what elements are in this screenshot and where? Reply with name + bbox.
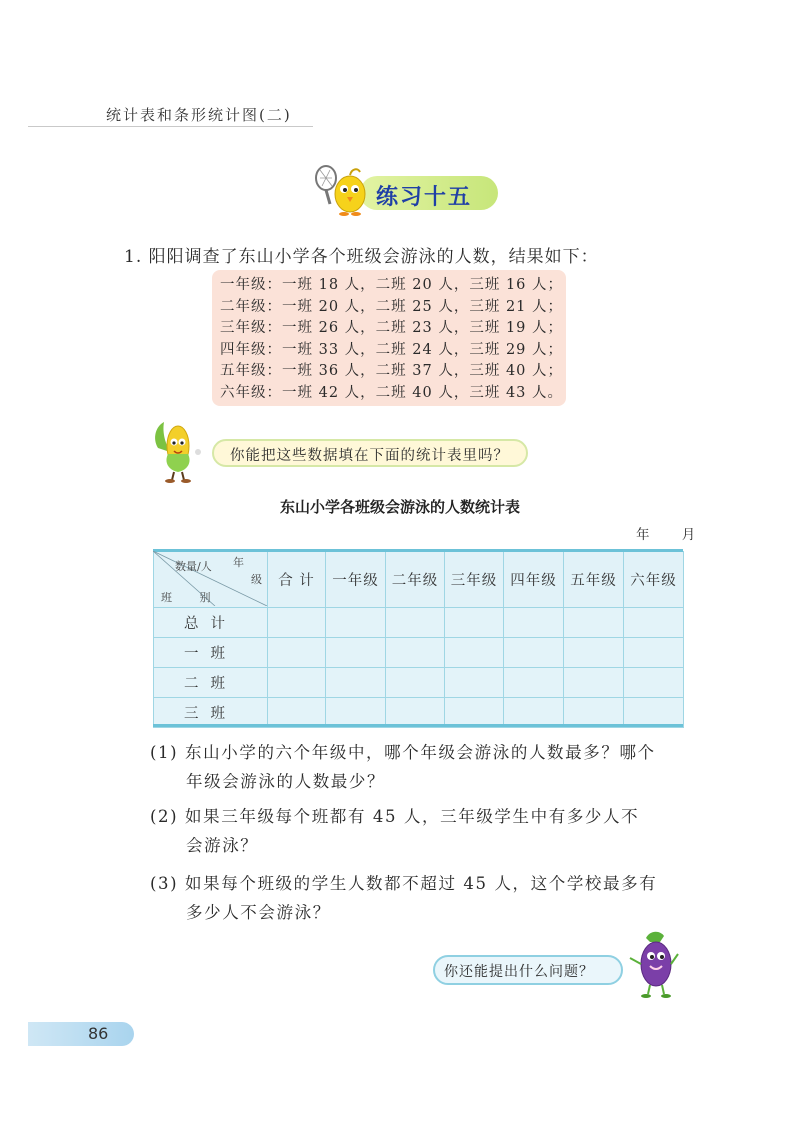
table-cell (326, 638, 386, 668)
table-date: 年 月 (636, 527, 710, 543)
data-line: 三年级：一班 26 人，二班 23 人，三班 19 人； (220, 320, 564, 336)
table-cell (268, 668, 326, 698)
corner-label-level: 级 (251, 573, 262, 586)
subquestion-2 (150, 803, 639, 831)
subquestion-label: (1) (150, 743, 179, 762)
table-cell (564, 668, 624, 698)
table-cell (326, 668, 386, 698)
data-line: 五年级：一班 36 人，二班 37 人，三班 40 人； (220, 363, 564, 379)
closing-speech-text: 你还能提出什么问题？ (444, 964, 594, 980)
table-cell (445, 668, 504, 698)
table-cell (624, 608, 684, 638)
eggplant-mascot-icon (620, 928, 688, 1000)
table-bottom-border (153, 724, 683, 727)
column-header: 二年级 (386, 552, 445, 608)
column-header: 一年级 (326, 552, 386, 608)
subquestion-line: 东山小学的六个年级中，哪个年级会游泳的人数最多？哪个 (185, 743, 656, 762)
table-cell (624, 638, 684, 668)
table-cell (624, 698, 684, 728)
corner-label-class: 班 别 (161, 591, 223, 604)
data-line: 六年级：一班 42 人，二班 40 人，三班 43 人。 (220, 384, 564, 401)
column-header: 五年级 (564, 552, 624, 608)
data-line: 二年级：一班 20 人，二班 25 人，三班 21 人； (220, 298, 564, 315)
table-cell (504, 608, 564, 638)
row-header: 一班 (154, 638, 268, 668)
table-cell (268, 608, 326, 638)
table-cell (268, 638, 326, 668)
table-cell (326, 608, 386, 638)
corner-label-grade: 年 (233, 556, 244, 569)
table-cell (326, 698, 386, 728)
header-rule (28, 126, 313, 127)
page-number-tab (28, 1022, 134, 1046)
corn-mascot-icon (150, 418, 208, 484)
subquestion-2-continuation: 会游泳？ (186, 836, 259, 855)
table-cell (445, 608, 504, 638)
data-line: 一年级：一班 18 人，二班 20 人，三班 16 人； (220, 277, 564, 293)
table-cell (564, 638, 624, 668)
column-header: 合 计 (268, 552, 326, 608)
question-1-text: 1. 阳阳调查了东山小学各个班级会游泳的人数，结果如下： (124, 247, 599, 267)
column-header: 三年级 (445, 552, 504, 608)
table-cell (386, 638, 445, 668)
table-cell (445, 698, 504, 728)
subquestion-3-continuation: 多少人不会游泳？ (186, 903, 331, 922)
subquestion-line: 如果三年级每个班都有 45 人，三年级学生中有多少人不 (185, 807, 640, 826)
table-cell (564, 698, 624, 728)
subquestion-1 (150, 739, 656, 767)
table-cell (386, 698, 445, 728)
page-number: 86 (88, 1024, 109, 1043)
subquestion-1-continuation: 年级会游泳的人数最少？ (186, 772, 386, 791)
table-cell (386, 668, 445, 698)
exercise-banner (300, 160, 500, 220)
subquestion-label: (3) (150, 874, 179, 893)
table-title: 东山小学各班级会游泳的人数统计表 (279, 498, 520, 516)
row-header: 总计 (154, 608, 268, 638)
table-cell (504, 668, 564, 698)
corner-labels (153, 551, 267, 606)
subquestion-line: 如果每个班级的学生人数都不超过 45 人，这个学校最多有 (185, 874, 658, 893)
table-cell (504, 638, 564, 668)
table-cell (445, 638, 504, 668)
data-lines (220, 275, 563, 404)
subquestion-3 (150, 870, 657, 898)
speech-bubble-text: 你能把这些数据填在下面的统计表里吗？ (230, 448, 509, 464)
subquestion-label: (2) (150, 807, 179, 826)
table-cell (624, 668, 684, 698)
exercise-title: 练习十五 (376, 185, 473, 210)
row-header: 三班 (154, 698, 268, 728)
table-cell (504, 698, 564, 728)
chick-mascot-icon (300, 160, 372, 220)
column-header: 四年级 (504, 552, 564, 608)
data-line: 四年级：一班 33 人，二班 24 人，三班 29 人； (220, 341, 564, 358)
row-header: 二班 (154, 668, 268, 698)
table-cell (268, 698, 326, 728)
table-cell (564, 608, 624, 638)
chapter-header: 统计表和条形统计图(二) (106, 106, 292, 124)
column-header: 六年级 (624, 552, 684, 608)
corner-label-count: 数量/人 (175, 560, 212, 573)
table-cell (386, 608, 445, 638)
